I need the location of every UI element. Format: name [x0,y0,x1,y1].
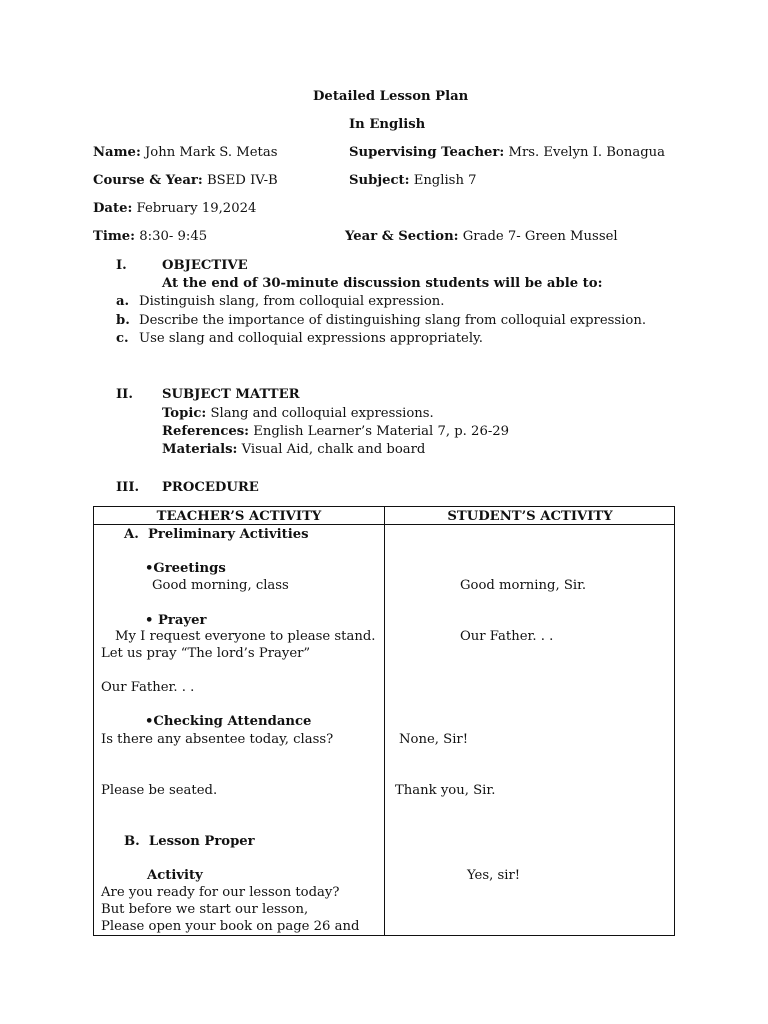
date-label: Date: [93,201,133,216]
objective-item-a: Distinguish slang, from colloquial expression. [139,294,445,309]
document-subtitle: In English [349,117,426,132]
time-label: Time: [93,229,136,244]
objective-letter-b: b. [116,313,130,328]
subject-field [349,174,477,187]
time-field [93,230,207,243]
teacher-column-header: TEACHER’S ACTIVITY [156,509,322,524]
objective-letter-c: c. [116,331,129,346]
student-column-header: STUDENT’S ACTIVITY [447,509,613,524]
time-value: 8:30- 9:45 [139,229,208,244]
date-field [93,202,256,215]
references-label: References: [162,424,250,439]
supervisor-field [349,146,665,159]
materials-line [162,443,425,456]
activity-heading: Activity [147,868,203,883]
greeting-reply: Good morning, Sir. [460,578,587,593]
references-value: English Learner’s Material 7, p. 26-29 [253,424,510,439]
prayer-reply: Our Father. . . [460,629,554,644]
subject-matter-heading: SUBJECT MATTER [162,387,300,402]
materials-label: Materials: [162,442,238,457]
activity-text-2: But before we start our lesson, [101,902,309,917]
course-field [93,174,278,187]
section-value: Grade 7- Green Mussel [462,229,618,244]
materials-value: Visual Aid, chalk and board [241,442,426,457]
seated-reply: Thank you, Sir. [395,783,496,798]
subject-value: English 7 [413,173,477,188]
attendance-reply: None, Sir! [399,732,469,747]
objective-heading: OBJECTIVE [162,258,248,273]
ready-reply: Yes, sir! [467,868,521,883]
prayer-text-2: Let us pray “The lord’s Prayer” [101,646,311,661]
objective-intro: At the end of 30-minute discussion students will be able to: [162,276,603,291]
greetings-heading: •Greetings [145,561,226,576]
greetings-text: Good morning, class [152,578,289,593]
name-field [93,146,277,159]
objective-letter-a: a. [116,294,130,309]
prayer-text-3: Our Father. . . [101,680,195,695]
activity-text-1: Are you ready for our lesson today? [101,885,340,900]
objective-item-c: Use slang and colloquial expressions appropriately. [139,331,483,346]
objective-item-b: Describe the importance of distinguishing slang from colloquial expression. [139,313,647,328]
preliminary-activities-heading: A. Preliminary Activities [124,527,309,542]
section-field [345,230,618,243]
procedure-table [93,506,675,936]
topic-line [162,407,434,420]
references-line [162,425,509,438]
supervisor-value: Mrs. Evelyn I. Bonagua [508,145,666,160]
seated-text: Please be seated. [101,783,218,798]
objective-numeral: I. [116,258,127,273]
date-value: February 19,2024 [136,201,257,216]
course-label: Course & Year: [93,173,203,188]
subject-label: Subject: [349,173,410,188]
prayer-heading: • Prayer [145,613,207,628]
procedure-numeral: III. [116,480,140,495]
name-label: Name: [93,145,141,160]
document-title: Detailed Lesson Plan [313,89,469,104]
lesson-proper-heading: B. Lesson Proper [124,834,255,849]
supervisor-label: Supervising Teacher: [349,145,505,160]
topic-label: Topic: [162,406,207,421]
activity-text-3: Please open your book on page 26 and [101,919,360,934]
name-value: John Mark S. Metas [145,145,278,160]
attendance-text: Is there any absentee today, class? [101,732,334,747]
topic-value: Slang and colloquial expressions. [210,406,434,421]
table-column-divider [384,507,385,935]
prayer-text-1: My I request everyone to please stand. [115,629,376,644]
procedure-heading: PROCEDURE [162,480,259,495]
course-value: BSED IV-B [206,173,278,188]
subject-matter-numeral: II. [116,387,133,402]
attendance-heading: •Checking Attendance [145,714,312,729]
section-label: Year & Section: [345,229,459,244]
